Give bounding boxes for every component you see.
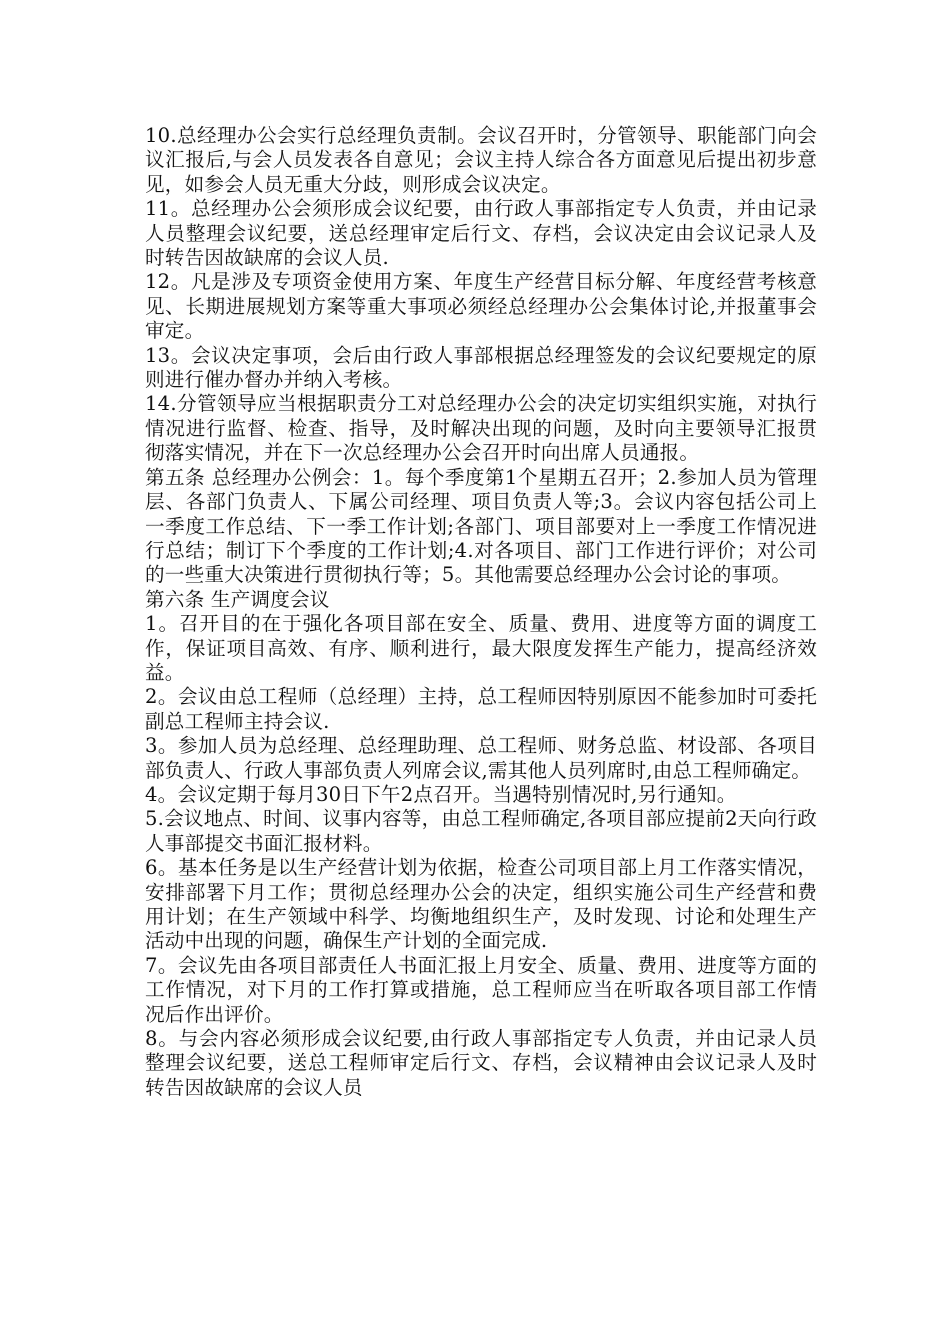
paragraph-item-7: 7。会议先由各项目部责任人书面汇报上月安全、质量、费用、进度等方面的工作情况，对下月的工作打算或措施，总工程师应当在听取各项目部工作情况后作出评价。 bbox=[145, 953, 817, 1026]
paragraph-item-1: 1。召开目的在于强化各项目部在安全、质量、费用、进度等方面的调度工作，保证项目高效、有序、顺利进行，最大限度发挥生产能力，提高经济效益。 bbox=[145, 612, 817, 684]
document-body bbox=[145, 124, 817, 1100]
paragraph-item-5: 5.会议地点、时间、议事内容等，由总工程师确定,各项目部应提前2天向行政人事部提交书面汇报材料。 bbox=[145, 807, 817, 855]
paragraph-article-13: 13。会议决定事项，会后由行政人事部根据总经理签发的会议纪要规定的原则进行催办督办并纳入考核。 bbox=[145, 343, 817, 392]
paragraph-item-4: 4。会议定期于每月30日下午2点召开。当遇特别情况时,另行通知。 bbox=[145, 782, 737, 806]
paragraph-article-12: 12。凡是涉及专项资金使用方案、年度生产经营目标分解、年度经营考核意见、长期进展规划方案等重大事项必须经总经理办公会集体讨论,并报董事会审定。 bbox=[145, 270, 817, 343]
paragraph-item-8: 8。与会内容必须形成会议纪要,由行政人事部指定专人负责，并由记录人员整理会议纪要，送总工程师审定后行文、存档，会议精神由会议记录人及时转告因故缺席的会议人员 bbox=[145, 1027, 817, 1099]
paragraph-article-14: 14.分管领导应当根据职责分工对总经理办公会的决定切实组织实施，对执行情况进行监督、检查、指导，及时解决出现的问题，及时向主要领导汇报贯彻落实情况，并在下一次总经理办公会召开时向出席人员通报。 bbox=[145, 392, 817, 465]
paragraph-item-6: 6。基本任务是以生产经营计划为依据，检查公司项目部上月工作落实情况，安排部署下月工作；贯彻总经理办公会的决定，组织实施公司生产经营和费用计划；在生产领域中科学、均衡地组织生产，及时发现、讨论和处理生产活动中出现的问题，确保生产计划的全面完成. bbox=[145, 856, 817, 953]
paragraph-item-3: 3。参加人员为总经理、总经理助理、总工程师、财务总监、材设部、各项目部负责人、行政人事部负责人列席会议,需其他人员列席时,由总工程师确定。 bbox=[145, 734, 817, 782]
paragraph-article-10: 10.总经理办公会实行总经理负责制。会议召开时，分管领导、职能部门向会议汇报后,与会人员发表各自意见；会议主持人综合各方面意见后提出初步意见，如参会人员无重大分歧，则形成会议决定。 bbox=[145, 124, 817, 196]
section-5-manager-meeting: 第五条 总经理办公例会：1。每个季度第1个星期五召开；2.参加人员为管理层、各部门负责人、下属公司经理、项目负责人等;3。会议内容包括公司上一季度工作总结、下一季工作计划;各部门、项目部要对上一季度工作情况进行总结；制订下个季度的工作计划;4.对各项目、部门工作进行评价；对公司的一些重大决策进行贯彻执行等；5。其他需要总经理办公会讨论的事项。 bbox=[145, 465, 817, 587]
paragraph-article-11: 11。总经理办公会须形成会议纪要，由行政人事部指定专人负责，并由记录人员整理会议纪要，送总经理审定后行文、存档，会议决定由会议记录人及时转告因故缺席的会议人员. bbox=[145, 197, 817, 270]
paragraph-item-2: 2。会议由总工程师（总经理）主持，总工程师因特别原因不能参加时可委托副总工程师主持会议. bbox=[145, 685, 817, 733]
section-6-heading: 第六条 生产调度会议 bbox=[145, 587, 330, 611]
